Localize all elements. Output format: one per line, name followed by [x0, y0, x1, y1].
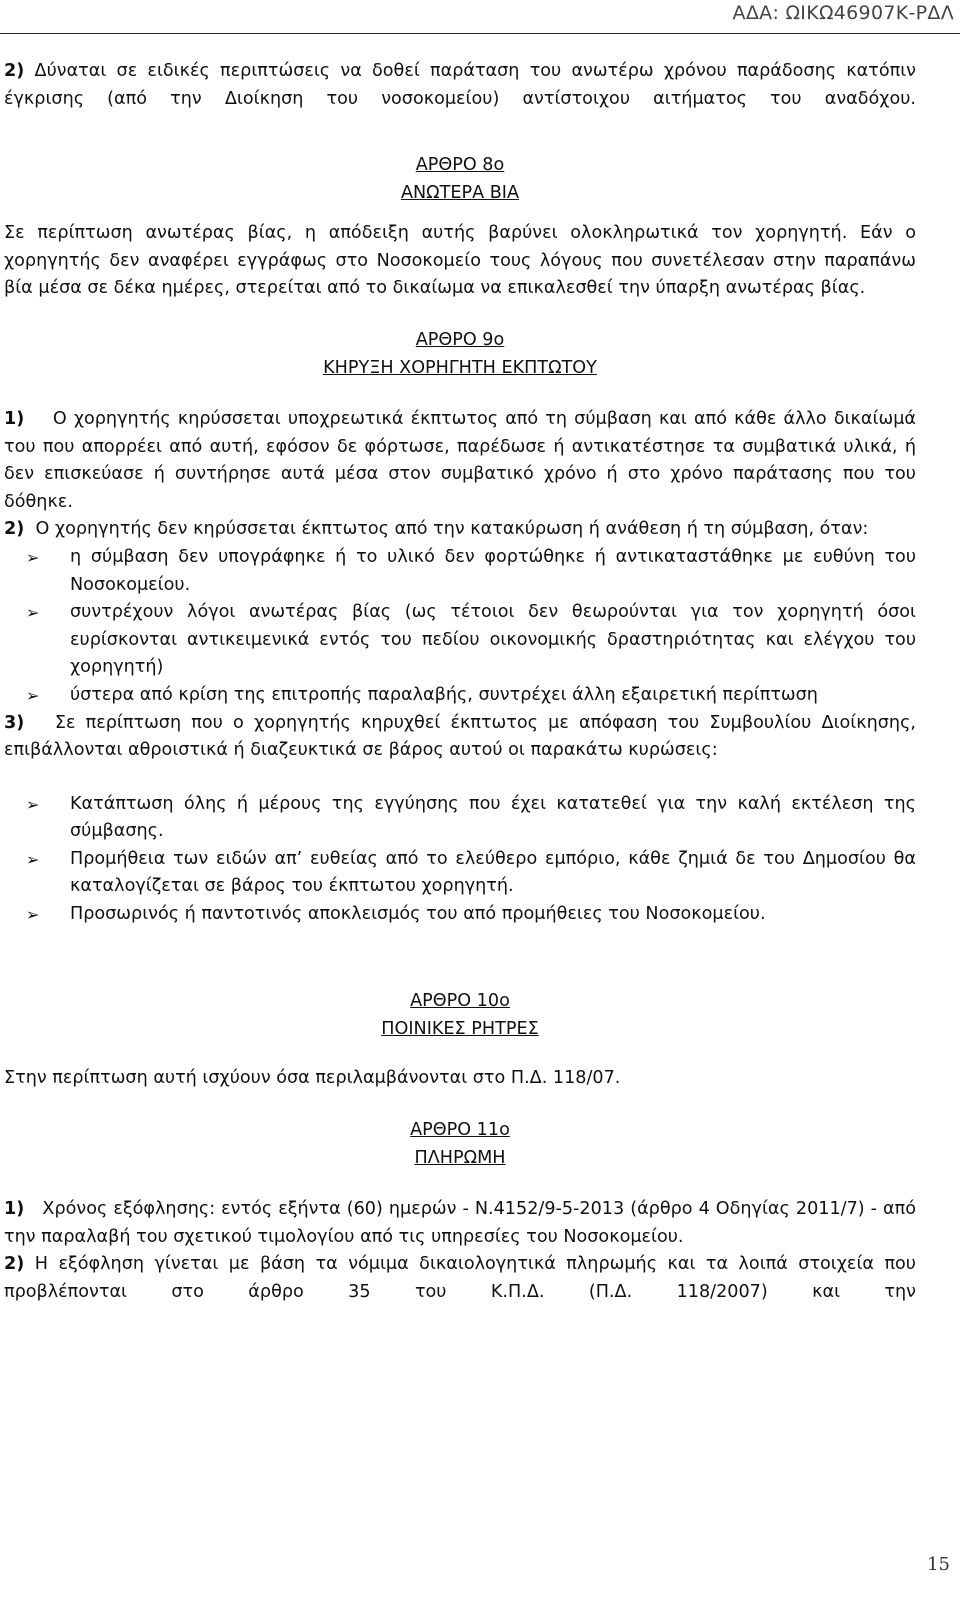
penalty-clauses-text: Στην περίπτωση αυτή ισχύουν όσα περιλαμβάνονται στο Π.Δ. 118/07.	[4, 1067, 621, 1088]
list-item	[4, 682, 916, 710]
payment-paragraph-2	[4, 1251, 922, 1306]
item-number: 2)	[4, 61, 25, 81]
list-item	[4, 599, 916, 682]
article-subtitle: ΚΗΡΥΞΗ ΧΟΡΗΓΗΤΗ ΕΚΠΤΩΤΟΥ	[323, 357, 597, 378]
paragraph-3	[4, 710, 922, 765]
list-item-text: ύστερα από κρίση της επιτροπής παραλαβής, συντρέχει άλλη εξαιρετική περίπτωση	[70, 684, 818, 705]
paragraph-extension	[4, 58, 916, 113]
document-body	[4, 58, 922, 1307]
list-item	[4, 544, 916, 599]
paragraph-2	[4, 516, 916, 544]
article-10-heading	[4, 987, 916, 1043]
item-number: 2)	[4, 519, 25, 540]
arrow-bullet-icon: ➢	[26, 547, 40, 567]
article-title: ΑΡΘΡΟ 10ο	[410, 990, 510, 1011]
ada-code: ΑΔΑ: ΩΙΚΩ46907Κ-ΡΔΛ	[732, 2, 954, 24]
article-title: ΑΡΘΡΟ 8ο	[415, 155, 505, 176]
arrow-bullet-icon: ➢	[26, 603, 40, 623]
list-item-text: Κατάπτωση όλης ή μέρους της εγγύησης που έχει κατατεθεί για την καλή εκτέλεση της σύμβασης.	[70, 793, 916, 842]
item-number: 2)	[4, 1254, 25, 1275]
article-title: ΑΡΘΡΟ 9ο	[415, 329, 505, 350]
item-number: 3)	[4, 712, 25, 733]
paragraph-1	[4, 406, 922, 516]
force-majeure-text: Σε περίπτωση ανωτέρας βίας, η απόδειξη αυτής βαρύνει ολοκληρωτικά τον χορηγητή. Εάν ο χορηγητής δεν αναφέρει εγγράφως στο Νοσοκομείο τους λόγους που συνετέλεσαν στην παραπάνω βία μέσα σε δέκα ημέρες, στερείται από το δικαίωμα να επικαλεσθεί την ύπαρξη ανωτέρας βίας.	[4, 223, 916, 299]
page-number: 15	[927, 1554, 950, 1575]
paragraph-text: Η εξόφληση γίνεται με βάση τα νόμιμα δικαιολογητικά πληρωμής και τα λοιπά στοιχεία που προβλέπονται στο άρθρο 35 του Κ.Π.Δ. (Π.Δ. 118/2007) και την	[4, 1254, 922, 1303]
list-item	[4, 791, 916, 846]
arrow-bullet-icon: ➢	[26, 685, 40, 705]
arrow-bullet-icon: ➢	[26, 849, 40, 869]
list-item	[4, 846, 916, 901]
paragraph-text: Δύναται σε ειδικές περιπτώσεις να δοθεί παράταση του ανωτέρω χρόνου παράδοσης κατόπιν έγκρισης (από την Διοίκηση του νοσοκομείου) αντίστοιχου αιτήματος του αναδόχου.	[4, 61, 916, 109]
paragraph-text: Ο χορηγητής κηρύσσεται υποχρεωτικά έκπτωτος από τη σύμβαση και από κάθε άλλο δικαίωμά του που απορρέει από αυτή, εφόσον δε φόρτωσε, παρέδωσε ή αντικατέστησε τα συμβατικά υλικά, ή δεν επισκεύασε ή συντήρησε αυτά μέσα στον συμβατικό χρόνο ή στο χρόνο παράτασης που του δόθηκε.	[4, 408, 922, 512]
article-9-heading	[4, 326, 916, 382]
article-subtitle: ΑΝΩΤΕΡΑ ΒΙΑ	[400, 183, 520, 204]
article-subtitle: ΠΛΗΡΩΜΗ	[414, 1148, 506, 1169]
article-title: ΑΡΘΡΟ 11ο	[410, 1120, 510, 1141]
article-11-heading	[4, 1116, 916, 1172]
payment-paragraph-1	[4, 1196, 922, 1251]
header-rule	[0, 33, 960, 34]
list-item-text: Προσωρινός ή παντοτινός αποκλεισμός του από προμήθειες του Νοσοκομείου.	[70, 904, 766, 925]
list-item	[4, 901, 916, 929]
article-subtitle: ΠΟΙΝΙΚΕΣ ΡΗΤΡΕΣ	[381, 1018, 539, 1039]
arrow-bullet-icon: ➢	[26, 794, 40, 814]
paragraph-text: Χρόνος εξόφλησης: εντός εξήντα (60) ημερών - Ν.4152/9-5-2013 (άρθρο 4 Οδηγίας 2011/7) - από την παραλαβή του σχετικού τιμολογίου από τις υπηρεσίες του Νοσοκομείου.	[4, 1199, 922, 1247]
item-number: 1)	[4, 408, 25, 429]
article-8-heading	[4, 151, 916, 207]
paragraph-text: Ο χορηγητής δεν κηρύσσεται έκπτωτος από την κατακύρωση ή ανάθεση ή τη σύμβαση, όταν:	[24, 519, 869, 540]
paragraph-text: Σε περίπτωση που ο χορηγητής κηρυχθεί έκπτωτος με απόφαση του Συμβουλίου Διοίκησης, επιβάλλονται αθροιστικά ή διαζευκτικά σε βάρος αυτού οι παρακάτω κυρώσεις:	[4, 712, 922, 761]
arrow-bullet-icon: ➢	[26, 905, 40, 925]
list-item-text: συντρέχουν λόγοι ανωτέρας βίας (ως τέτοιοι δεν θεωρούνται για τον χορηγητή όσοι ευρίσκονται αντικειμενικά εντός του πεδίου οικονομικής δραστηριότητας και ελέγχου του χορηγητή)	[70, 602, 916, 678]
list-item-text: Προμήθεια των ειδών απ’ ευθείας από το ελεύθερο εμπόριο, κάθε ζημιά δε του Δημοσίου θα καταλογίζεται σε βάρος του έκπτωτου χορηγητή.	[70, 848, 916, 897]
list-item-text: η σύμβαση δεν υπογράφηκε ή το υλικό δεν φορτώθηκε ή αντικαταστάθηκε με ευθύνη του Νοσοκομείου.	[70, 546, 916, 595]
item-number: 1)	[4, 1199, 25, 1220]
